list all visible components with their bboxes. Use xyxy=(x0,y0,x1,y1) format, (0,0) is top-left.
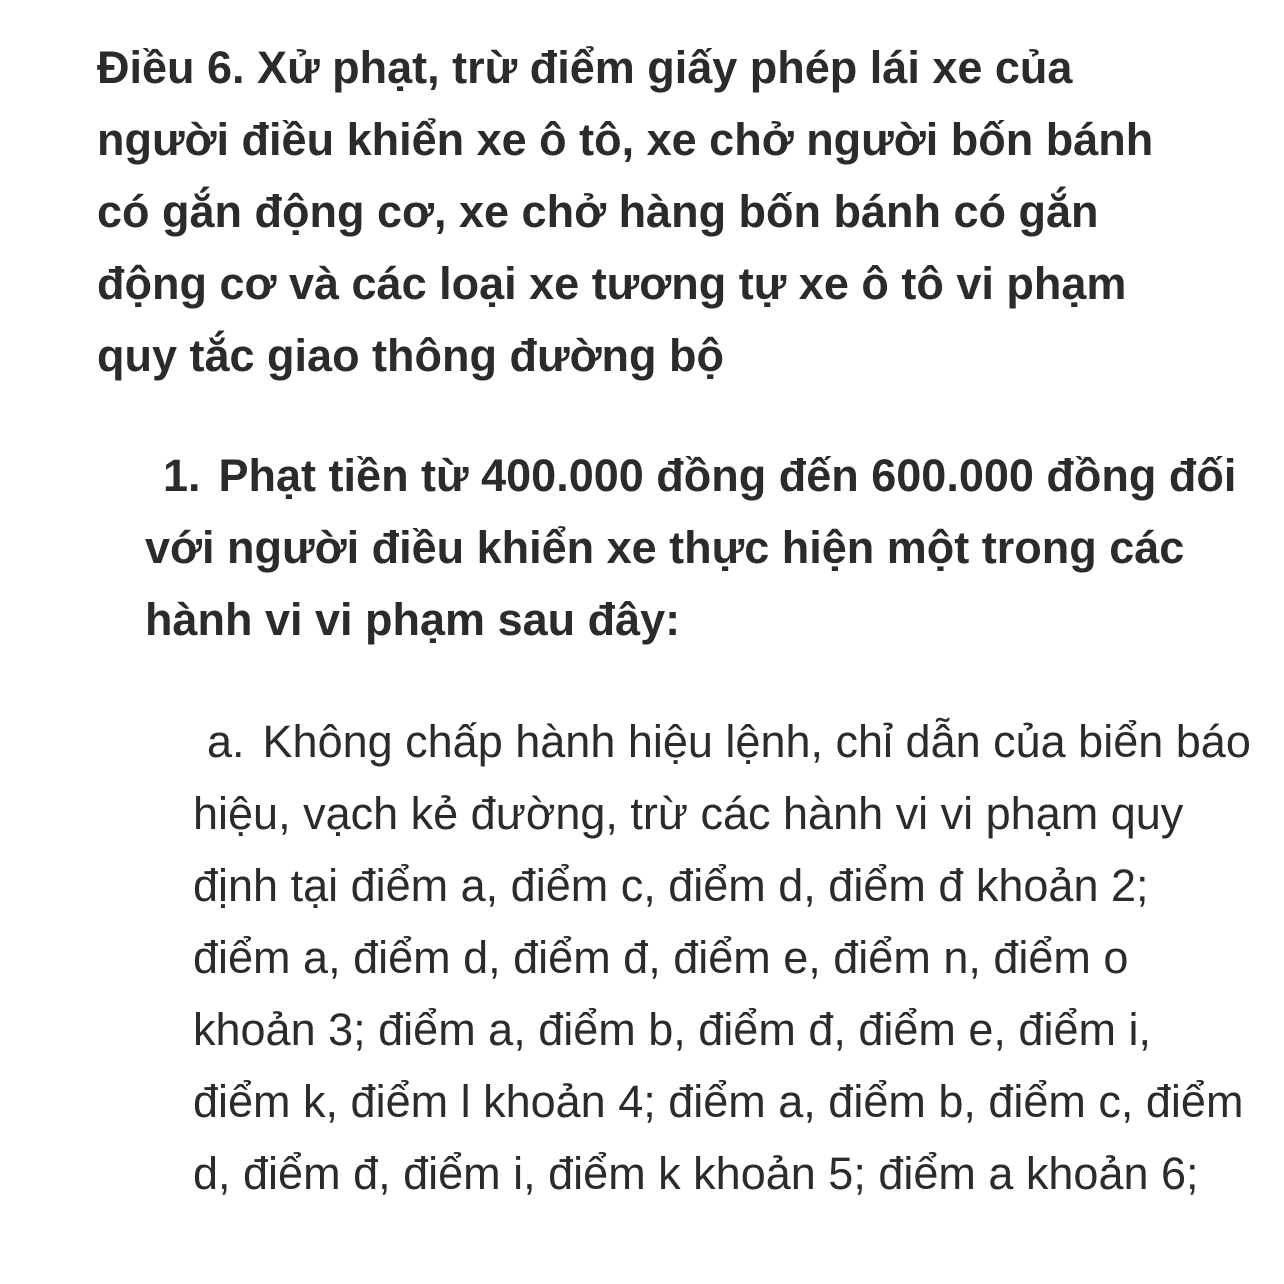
clause-text: Phạt tiền từ 400.000 đồng đến 600.000 đồng đối với người điều khiển xe thực hiện một trong các hành vi vi phạm sau đây: xyxy=(145,450,1237,645)
point-text: Không chấp hành hiệu lệnh, chỉ dẫn của biển báo hiệu, vạch kẻ đường, trừ các hành vi vi phạm quy định tại điểm a, điểm c, điểm d, điểm đ khoản 2; điểm a, điểm d, điểm đ, điểm e, điểm n, điểm o khoản 3; điểm a, điểm b, điểm đ, điểm e, điểm i, điểm k, điểm l khoản 4; điểm a, điểm b, điểm c, điểm d, điểm đ, điểm i, điểm k khoản 5; điểm a khoản 6; xyxy=(193,716,1251,1199)
point-item xyxy=(193,706,1253,1210)
point-letter: a. xyxy=(207,716,245,767)
clause-item xyxy=(145,440,1245,656)
clause-number: 1. xyxy=(163,450,201,501)
article-title: Điều 6. Xử phạt, trừ điểm giấy phép lái xe của người điều khiển xe ô tô, xe chở người bốn bánh có gắn động cơ, xe chở hàng bốn bánh có gắn động cơ và các loại xe tương tự xe ô tô vi phạm quy tắc giao thông đường bộ xyxy=(97,42,1154,381)
